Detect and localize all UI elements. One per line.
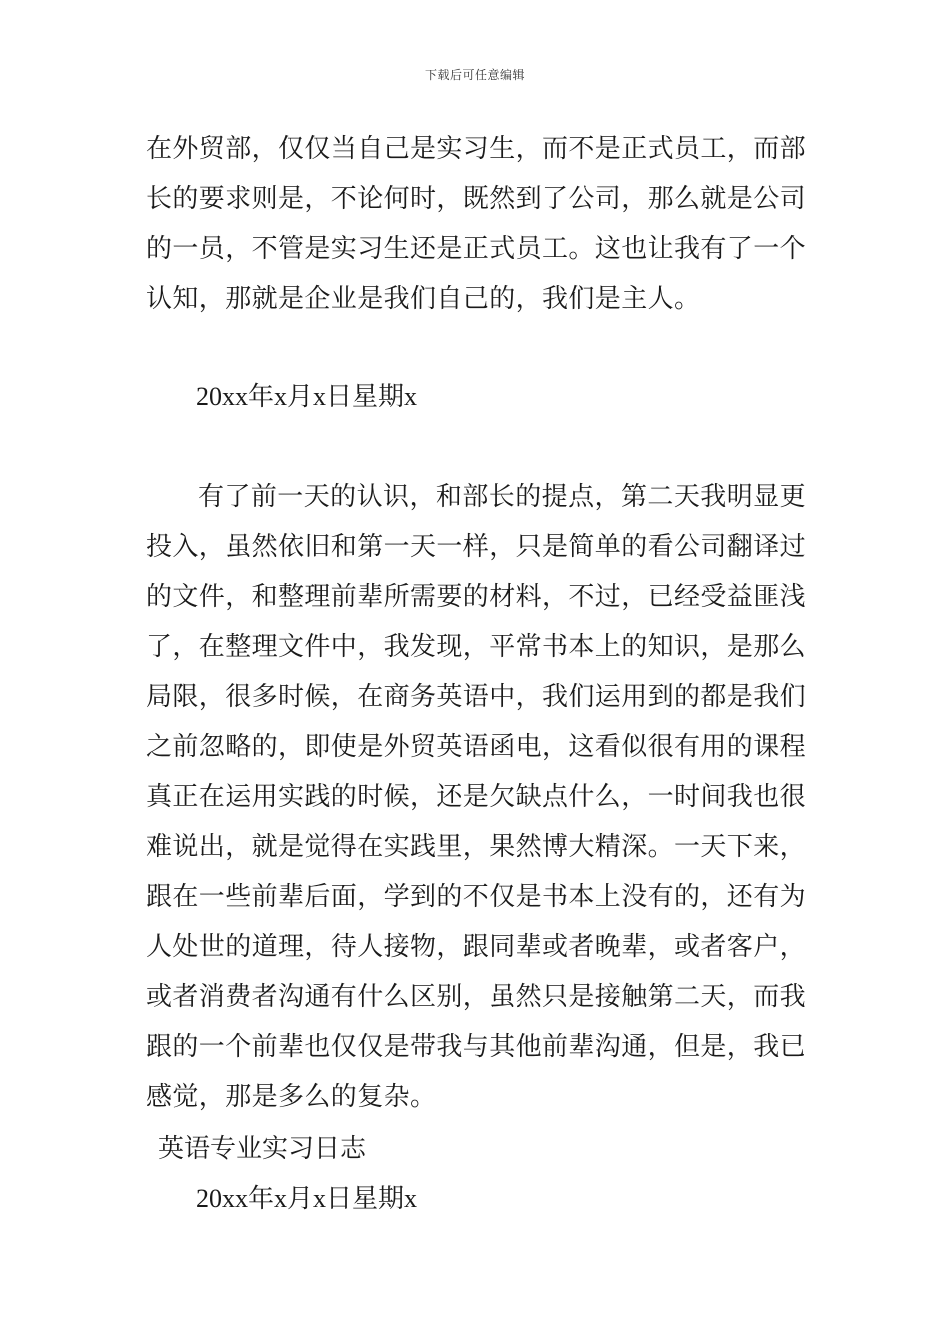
document-body (146, 124, 806, 1224)
paragraph-intro: 在外贸部，仅仅当自己是实习生，而不是正式员工，而部长的要求则是，不论何时，既然到了公司，那么就是公司的一员，不管是实习生还是正式员工。这也让我有了一个认知，那就是企业是我们自己的，我们是主人。 (146, 134, 807, 314)
paragraph-day-two: 有了前一天的认识，和部长的提点，第二天我明显更投入，虽然依旧和第一天一样，只是简单的看公司翻译过的文件，和整理前辈所需要的材料，不过，已经受益匪浅了，在整理文件中，我发现，平常书本上的知识，是那么局限，很多时候，在商务英语中，我们运用到的都是我们之前忽略的，即使是外贸英语函电，这看似很有用的课程真正在运用实践的时候，还是欠缺点什么，一时间我也很难说出，就是觉得在实践里，果然博大精深。一天下来，跟在一些前辈后面，学到的不仅是书本上没有的，还有为人处世的道理，待人接物，跟同辈或者晚辈，或者客户，或者消费者沟通有什么区别，虽然只是接触第二天，而我跟的一个前辈也仅仅是带我与其他前辈沟通，但是，我已感觉，那是多么的复杂。 (146, 482, 807, 1112)
page-header-note: 下载后可任意编辑 (424, 68, 525, 82)
date-line: 20xx年x月x日星期x (196, 382, 418, 411)
date-line-second: 20xx年x月x日星期x (196, 1184, 418, 1213)
section-subtitle: 英语专业实习日志 (158, 1134, 367, 1164)
